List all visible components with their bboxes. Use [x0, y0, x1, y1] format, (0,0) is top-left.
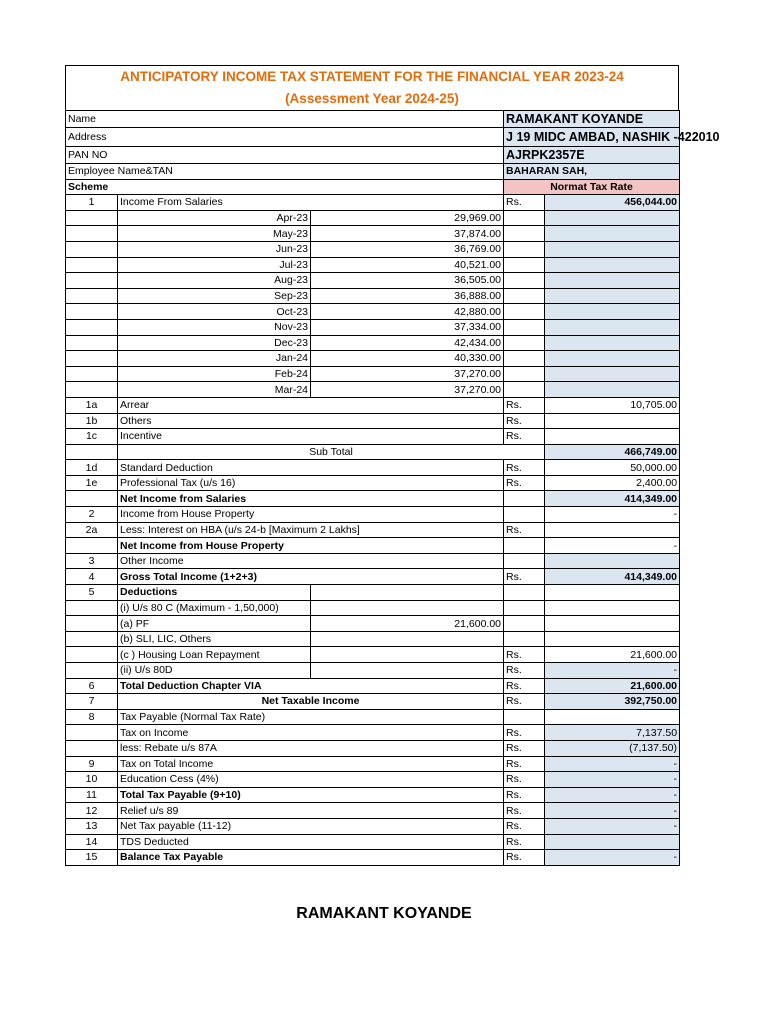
row-label: Standard Deduction: [118, 460, 504, 476]
row-number: 8: [66, 709, 118, 725]
row-label: Other Income: [118, 553, 504, 569]
gross-income-row: [66, 569, 680, 585]
empty-cell: [66, 241, 118, 257]
empty-cell: [504, 241, 545, 257]
empty-cell: [66, 288, 118, 304]
rs-label: Rs.: [504, 756, 545, 772]
month-label: Jun-23: [118, 241, 311, 257]
signature-name: RAMAKANT KOYANDE: [296, 905, 472, 922]
empty-cell: [66, 226, 118, 242]
row-amount: 414,349.00: [545, 491, 680, 507]
row-label: Others: [118, 413, 504, 429]
row-label: less: Rebate u/s 87A: [118, 740, 504, 756]
empty-cell: [66, 210, 118, 226]
row-number: 1a: [66, 397, 118, 413]
other-income-row: [66, 553, 680, 569]
month-row: [66, 273, 680, 289]
tax-table: [65, 110, 720, 866]
row-label: Less: Interest on HBA (u/s 24-b [Maximum 2 Lakhs]: [118, 522, 504, 538]
empty-cell: [66, 740, 118, 756]
rs-label: Rs.: [504, 694, 545, 710]
scheme-row: [66, 179, 680, 195]
empty-cell: [504, 600, 545, 616]
tax-payable-row: [66, 709, 680, 725]
rs-label: Rs.: [504, 818, 545, 834]
row-amount: 21,600.00: [545, 647, 680, 663]
empty-cell: [504, 288, 545, 304]
empty-cell: [545, 273, 680, 289]
row-label: (c ) Housing Loan Repayment: [118, 647, 311, 663]
empty-cell: [504, 366, 545, 382]
row-label: Relief u/s 89: [118, 803, 504, 819]
row-label: Net Taxable Income: [118, 694, 504, 710]
name-label: Name: [66, 111, 504, 128]
row-amount: -: [545, 772, 680, 788]
empty-cell: [66, 319, 118, 335]
salary-row: [66, 195, 680, 211]
row-label: Total Tax Payable (9+10): [118, 787, 504, 803]
row-amount: -: [545, 803, 680, 819]
row-label: Deductions: [118, 585, 311, 601]
row-amount: -: [545, 818, 680, 834]
empty-cell: [504, 210, 545, 226]
row-label: Education Cess (4%): [118, 772, 504, 788]
tax-on-income-row: [66, 725, 680, 741]
month-row: [66, 335, 680, 351]
month-amount: 42,880.00: [311, 304, 504, 320]
row-label: (b) SLI, LIC, Others: [118, 631, 311, 647]
empty-cell: [545, 382, 680, 398]
row-amount: 466,749.00: [545, 444, 680, 460]
rs-label: Rs.: [504, 397, 545, 413]
row-number: 1c: [66, 429, 118, 445]
arrear-row: [66, 397, 680, 413]
empty-cell: [504, 709, 545, 725]
month-amount: 37,270.00: [311, 382, 504, 398]
empty-cell: [504, 382, 545, 398]
empty-cell: [66, 444, 118, 460]
empty-cell: [66, 725, 118, 741]
row-amount: -: [545, 663, 680, 679]
month-label: May-23: [118, 226, 311, 242]
empty-cell: [311, 600, 504, 616]
row-amount: 392,750.00: [545, 694, 680, 710]
row-number: 13: [66, 818, 118, 834]
empty-cell: [66, 631, 118, 647]
empty-cell: [545, 210, 680, 226]
tds-row: [66, 834, 680, 850]
row-number: 5: [66, 585, 118, 601]
month-row: [66, 366, 680, 382]
empty-cell: [545, 304, 680, 320]
tax-statement: [65, 65, 720, 866]
computation-section: [66, 397, 680, 865]
row-label: Net Income from House Property: [118, 538, 504, 554]
empty-cell: [545, 226, 680, 242]
rs-label: Rs.: [504, 772, 545, 788]
salary-section: [66, 195, 680, 211]
month-row: [66, 210, 680, 226]
empty-cell: [504, 631, 545, 647]
row-number: 1d: [66, 460, 118, 476]
empty-cell: [66, 273, 118, 289]
empty-cell: [504, 335, 545, 351]
monthly-salary-list: [66, 210, 680, 397]
row-label: Tax Payable (Normal Tax Rate): [118, 709, 504, 725]
row-amount: -: [545, 507, 680, 523]
row-number: 7: [66, 694, 118, 710]
empty-cell: [504, 351, 545, 367]
empty-cell: [311, 631, 504, 647]
row-amount: [545, 834, 680, 850]
employee-row: [66, 164, 680, 180]
month-row: [66, 319, 680, 335]
empty-cell: [504, 226, 545, 242]
empty-cell: [504, 553, 545, 569]
month-amount: 40,521.00: [311, 257, 504, 273]
housing-loan-row: [66, 647, 680, 663]
row-amount: [545, 429, 680, 445]
row-amount: [545, 413, 680, 429]
empty-cell: [66, 491, 118, 507]
row-label: Total Deduction Chapter VIA: [118, 678, 504, 694]
rs-label: Rs.: [504, 460, 545, 476]
row-amount: -: [545, 850, 680, 866]
month-amount: 37,874.00: [311, 226, 504, 242]
month-label: Apr-23: [118, 210, 311, 226]
empty-cell: [504, 585, 545, 601]
row-number: 6: [66, 678, 118, 694]
deductions-row: [66, 585, 680, 601]
employee-label: Employee Name&TAN: [66, 164, 504, 180]
empty-cell: [66, 600, 118, 616]
month-label: Nov-23: [118, 319, 311, 335]
rs-label: Rs.: [504, 522, 545, 538]
incentive-row: [66, 429, 680, 445]
row-amount: 21,600.00: [545, 678, 680, 694]
deduction-80c-row: [66, 600, 680, 616]
row-amount: [545, 553, 680, 569]
address-value: J 19 MIDC AMBAD, NASHIK -422010: [504, 128, 680, 147]
balance-tax-row: [66, 850, 680, 866]
professional-tax-row: [66, 475, 680, 491]
house-property-row: [66, 507, 680, 523]
month-amount: 36,888.00: [311, 288, 504, 304]
row-label: Arrear: [118, 397, 504, 413]
empty-cell: [66, 663, 118, 679]
empty-cell: [66, 538, 118, 554]
row-label: Income from House Property: [118, 507, 504, 523]
month-row: [66, 257, 680, 273]
row-amount: -: [545, 538, 680, 554]
month-amount: 37,334.00: [311, 319, 504, 335]
row-label: Income From Salaries: [118, 195, 504, 211]
rs-label: Rs.: [504, 569, 545, 585]
month-amount: 36,769.00: [311, 241, 504, 257]
month-label: Mar-24: [118, 382, 311, 398]
pan-row: [66, 147, 680, 164]
month-amount: 37,270.00: [311, 366, 504, 382]
row-label: Incentive: [118, 429, 504, 445]
empty-cell: [66, 366, 118, 382]
row-amount: 2,400.00: [545, 475, 680, 491]
row-label: Professional Tax (u/s 16): [118, 475, 504, 491]
rs-label: Rs.: [504, 663, 545, 679]
row-amount: [545, 522, 680, 538]
empty-cell: [311, 647, 504, 663]
net-tax-payable-row: [66, 818, 680, 834]
empty-cell: [504, 491, 545, 507]
rs-label: Rs.: [504, 647, 545, 663]
empty-cell: [545, 709, 680, 725]
tax-total-income-row: [66, 756, 680, 772]
education-cess-row: [66, 772, 680, 788]
empty-cell: [545, 241, 680, 257]
row-label: Net Income from Salaries: [118, 491, 504, 507]
empty-cell: [66, 335, 118, 351]
row-number: 2: [66, 507, 118, 523]
rs-label: Rs.: [504, 475, 545, 491]
row-amount: 456,044.00: [545, 195, 680, 211]
month-row: [66, 351, 680, 367]
empty-cell: [545, 319, 680, 335]
name-row: [66, 111, 680, 128]
rs-label: Rs.: [504, 413, 545, 429]
statement-title: [65, 65, 679, 110]
empty-cell: [66, 382, 118, 398]
empty-cell: [504, 616, 545, 632]
total-tax-payable-row: [66, 787, 680, 803]
empty-cell: [504, 304, 545, 320]
rs-label: Rs.: [504, 195, 545, 211]
empty-cell: [504, 538, 545, 554]
month-amount: 29,969.00: [311, 210, 504, 226]
deduction-80d-row: [66, 663, 680, 679]
row-label: Balance Tax Payable: [118, 850, 504, 866]
row-amount: -: [545, 756, 680, 772]
row-label: (ii) U/s 80D: [118, 663, 311, 679]
month-label: Jul-23: [118, 257, 311, 273]
rs-label: Rs.: [504, 678, 545, 694]
row-number: 1: [66, 195, 118, 211]
pan-label: PAN NO: [66, 147, 504, 164]
empty-cell: [545, 288, 680, 304]
empty-cell: [66, 304, 118, 320]
address-label: Address: [66, 128, 504, 147]
row-label: (a) PF: [118, 616, 311, 632]
rs-label: Rs.: [504, 429, 545, 445]
empty-cell: [66, 351, 118, 367]
rs-label: Rs.: [504, 850, 545, 866]
month-amount: 42,434.00: [311, 335, 504, 351]
total-deduction-row: [66, 678, 680, 694]
row-amount: (7,137.50): [545, 740, 680, 756]
month-row: [66, 226, 680, 242]
others-row: [66, 413, 680, 429]
net-salary-row: [66, 491, 680, 507]
rs-label: Rs.: [504, 740, 545, 756]
scheme-value: Normat Tax Rate: [504, 179, 680, 195]
row-label: Sub Total: [118, 444, 545, 460]
month-row: [66, 382, 680, 398]
row-number: 11: [66, 787, 118, 803]
row-number: 15: [66, 850, 118, 866]
month-row: [66, 241, 680, 257]
empty-cell: [504, 273, 545, 289]
title-line-1: ANTICIPATORY INCOME TAX STATEMENT FOR THE FINANCIAL YEAR 2023-24: [120, 69, 624, 84]
month-label: Oct-23: [118, 304, 311, 320]
net-taxable-row: [66, 694, 680, 710]
net-house-property-row: [66, 538, 680, 554]
scheme-label: Scheme: [66, 179, 504, 195]
row-amount: 414,349.00: [545, 569, 680, 585]
row-label: (i) U/s 80 C (Maximum - 1,50,000): [118, 600, 311, 616]
sli-row: [66, 631, 680, 647]
rs-label: Rs.: [504, 787, 545, 803]
empty-cell: [66, 616, 118, 632]
row-amount: 50,000.00: [545, 460, 680, 476]
row-number: 14: [66, 834, 118, 850]
empty-cell: [545, 585, 680, 601]
empty-cell: [504, 319, 545, 335]
empty-cell: [545, 366, 680, 382]
month-row: [66, 304, 680, 320]
row-label: Net Tax payable (11-12): [118, 818, 504, 834]
standard-deduction-row: [66, 460, 680, 476]
row-number: 4: [66, 569, 118, 585]
rs-label: Rs.: [504, 803, 545, 819]
row-label: Tax on Total Income: [118, 756, 504, 772]
row-amount: 10,705.00: [545, 397, 680, 413]
name-value: RAMAKANT KOYANDE: [504, 111, 680, 128]
month-amount: 36,505.00: [311, 273, 504, 289]
title-line-2: (Assessment Year 2024-25): [285, 91, 459, 106]
row-number: 9: [66, 756, 118, 772]
month-label: Dec-23: [118, 335, 311, 351]
empty-cell: [545, 631, 680, 647]
empty-cell: [66, 647, 118, 663]
row-number: 1e: [66, 475, 118, 491]
relief-row: [66, 803, 680, 819]
row-amount: -: [545, 787, 680, 803]
empty-cell: [504, 507, 545, 523]
hba-interest-row: [66, 522, 680, 538]
row-number: 12: [66, 803, 118, 819]
empty-cell: [504, 257, 545, 273]
rs-label: Rs.: [504, 725, 545, 741]
row-label: TDS Deducted: [118, 834, 504, 850]
row-number: 3: [66, 553, 118, 569]
empty-cell: [66, 257, 118, 273]
pan-value: AJRPK2357E: [504, 147, 680, 164]
empty-cell: [545, 335, 680, 351]
row-amount: 21,600.00: [311, 616, 504, 632]
month-label: Sep-23: [118, 288, 311, 304]
row-number: 2a: [66, 522, 118, 538]
empty-cell: [311, 585, 504, 601]
empty-cell: [545, 616, 680, 632]
row-number: 1b: [66, 413, 118, 429]
address-row: [66, 128, 680, 147]
month-amount: 40,330.00: [311, 351, 504, 367]
month-row: [66, 288, 680, 304]
rs-label: Rs.: [504, 834, 545, 850]
empty-cell: [311, 663, 504, 679]
month-label: Aug-23: [118, 273, 311, 289]
subtotal-row: [66, 444, 680, 460]
month-label: Feb-24: [118, 366, 311, 382]
rebate-row: [66, 740, 680, 756]
pf-row: [66, 616, 680, 632]
row-amount: 7,137.50: [545, 725, 680, 741]
empty-cell: [545, 600, 680, 616]
row-number: 10: [66, 772, 118, 788]
month-label: Jan-24: [118, 351, 311, 367]
empty-cell: [545, 257, 680, 273]
row-label: Gross Total Income (1+2+3): [118, 569, 504, 585]
empty-cell: [545, 351, 680, 367]
employee-value: BAHARAN SAH,: [504, 164, 680, 180]
row-label: Tax on Income: [118, 725, 504, 741]
info-section: [66, 111, 720, 195]
